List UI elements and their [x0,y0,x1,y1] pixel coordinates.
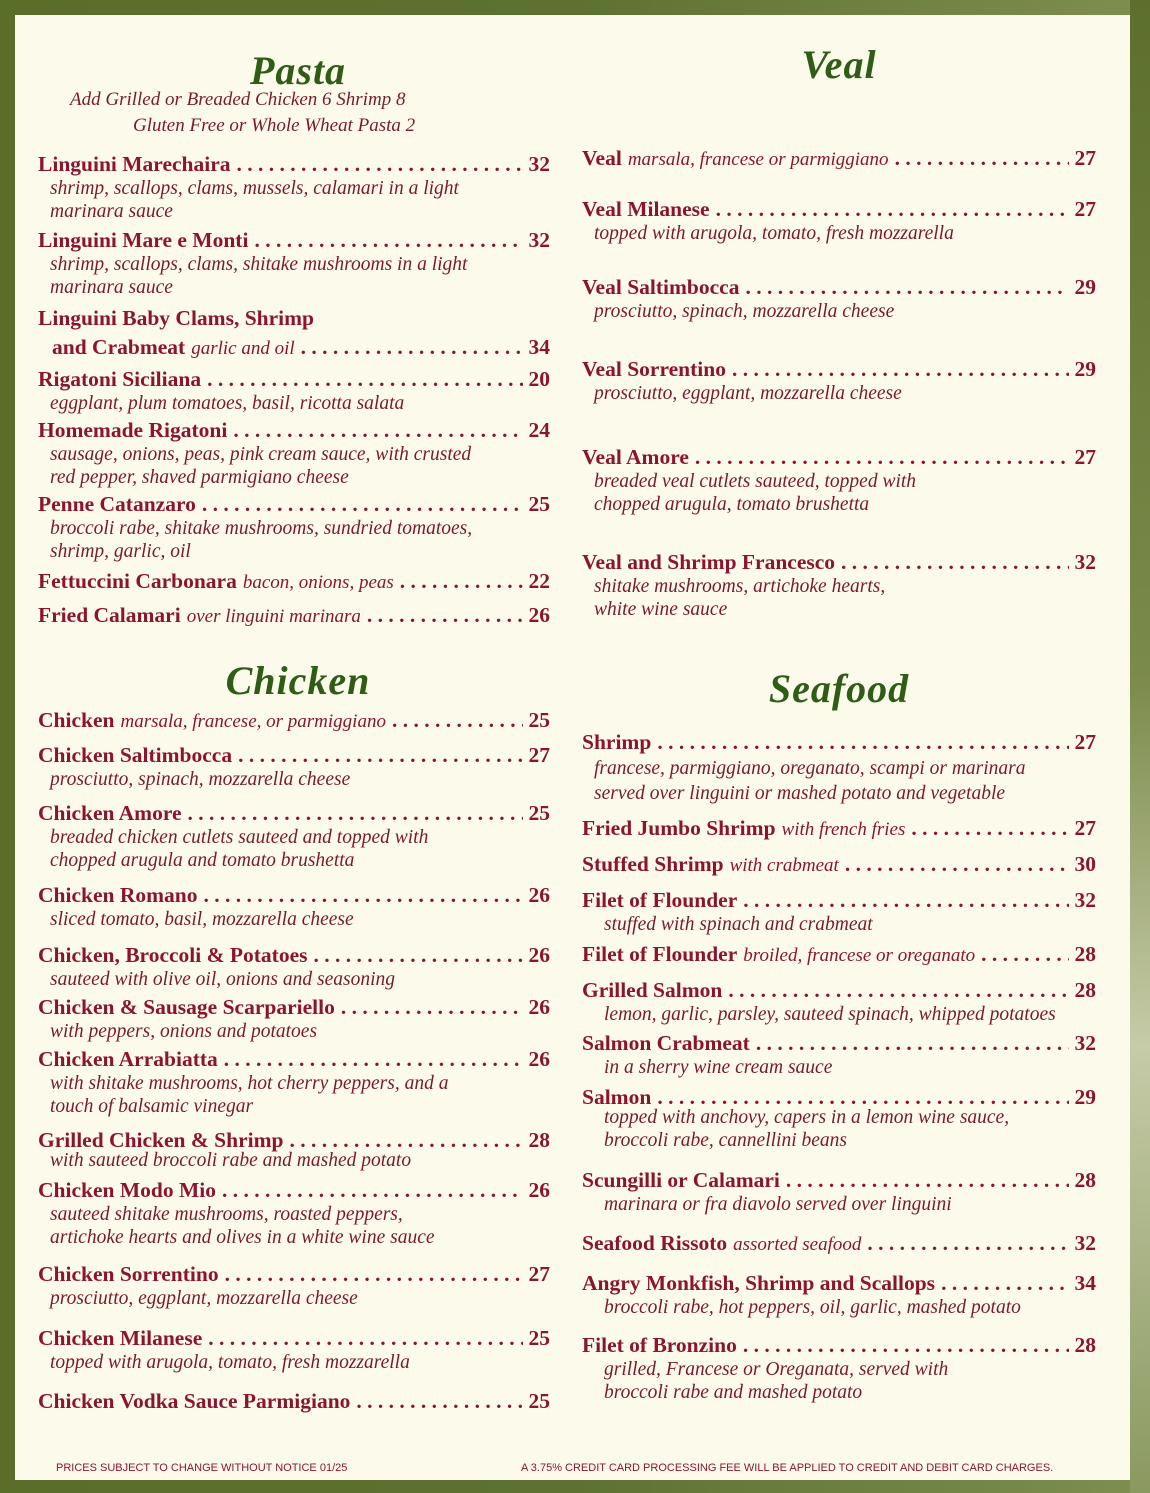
dot-leader [233,418,522,443]
dot-leader [237,152,523,177]
menu-item [38,943,550,991]
item-inline-description: with french fries [781,819,906,840]
item-name-continued: and Crabmeat [52,335,186,359]
item-name: Veal Milanese [582,197,710,221]
dot-leader [845,852,1069,877]
dot-leader [202,492,523,517]
item-description: francese, parmiggiano, oreganato, scampi or marinara [594,758,1026,779]
item-price: 25 [528,801,550,825]
item-price: 32 [1074,1031,1096,1055]
dot-leader [367,603,523,628]
item-name: Chicken [38,708,115,732]
menu-item [582,1031,1096,1079]
item-price: 26 [528,1178,550,1202]
item-description: with sauteed broccoli rabe and mashed potato [50,1150,412,1171]
item-description: marinara sauce [50,201,173,222]
item-price: 30 [1074,852,1096,876]
item-price: 26 [528,1047,550,1071]
dot-leader [392,708,523,733]
item-name: Filet of Bronzino [582,1333,737,1357]
dot-leader [911,816,1068,841]
item-price: 26 [528,995,550,1019]
menu-item [582,852,1096,877]
dot-leader [895,146,1069,171]
menu-item [582,816,1096,841]
dot-leader [981,942,1068,967]
item-name: Chicken Sorrentino [38,1262,219,1286]
item-name: Veal Saltimbocca [582,275,740,299]
item-description: artichoke hearts and olives in a white wine sauce [50,1227,435,1248]
item-name: Chicken Romano [38,883,198,907]
menu-item [38,306,550,360]
item-name: Veal Sorrentino [582,357,726,381]
dot-leader [728,978,1068,1003]
dot-leader [314,943,523,968]
dot-leader [222,1178,523,1203]
item-price: 26 [528,603,550,627]
item-name: Stuffed Shrimp [582,852,724,876]
pasta-addon-line: Add Grilled or Breaded Chicken 6 Shrimp 8 [70,89,406,110]
seafood-title: Seafood [768,666,910,711]
item-name: Linguini Mare e Monti [38,228,249,252]
item-name: Fettuccini Carbonara [38,569,237,593]
item-description: chopped arugula, tomato brushetta [594,494,870,515]
item-inline-description: garlic and oil [191,338,295,359]
dot-leader [786,1168,1069,1193]
item-name: Fried Calamari [38,603,181,627]
item-description: shrimp, scallops, clams, shitake mushrooms in a light [50,254,468,275]
item-description: sauteed shitake mushrooms, roasted peppers, [50,1204,403,1225]
menu-item [582,1271,1096,1319]
menu-item [38,883,550,931]
menu-item [582,978,1096,1026]
item-description: prosciutto, spinach, mozzarella cheese [50,769,351,790]
item-description: topped with arugola, tomato, fresh mozzarella [594,223,954,244]
item-description: shrimp, scallops, clams, mussels, calamari in a light [50,178,459,199]
menu-item [38,367,550,415]
item-name: Veal Amore [582,445,689,469]
dot-leader [695,445,1069,470]
item-description: marinara or fra diavolo served over linguini [604,1194,952,1215]
menu-item [38,1047,550,1118]
menu-item [38,1178,550,1249]
dot-leader [743,888,1068,913]
item-price: 32 [528,152,550,176]
item-name: Scungilli or Calamari [582,1168,780,1192]
pasta-gluten-free-line: Gluten Free or Whole Wheat Pasta 2 [133,115,416,136]
item-description: served over linguini or mashed potato and vegetable [594,783,1006,804]
veal-title: Veal [801,42,877,87]
pasta-title: Pasta [249,48,347,93]
item-name: Linguini Marechaira [38,152,231,176]
menu-item [582,1333,1096,1404]
dot-leader [301,335,523,360]
menu-item [38,228,550,299]
item-description: topped with arugola, tomato, fresh mozzarella [50,1352,410,1373]
item-price: 28 [1074,1333,1096,1357]
item-price: 22 [528,569,550,593]
item-price: 29 [1074,1085,1096,1109]
item-price: 32 [1074,888,1096,912]
item-inline-description: over linguini marinara [186,606,361,627]
dot-leader [188,801,523,826]
menu-item [38,1262,550,1310]
item-description: grilled, Francese or Oreganata, served with [604,1359,949,1380]
item-name: Filet of Flounder [582,888,738,912]
menu-item [38,708,550,733]
menu-item [38,569,550,594]
item-inline-description: bacon, onions, peas [242,572,394,593]
item-name: Shrimp [582,730,652,754]
item-price: 25 [528,1326,550,1350]
menu-item [38,995,550,1043]
item-description: sliced tomato, basil, mozzarella cheese [50,909,354,930]
dot-leader [341,995,523,1020]
dot-leader [745,275,1068,300]
menu-item [38,1389,550,1414]
item-name: Chicken Saltimbocca [38,743,233,767]
item-description: red pepper, shaved parmigiano cheese [50,467,349,488]
dot-leader [225,1262,523,1287]
item-price: 29 [1074,275,1096,299]
item-price: 24 [528,418,550,442]
item-price: 32 [1074,1231,1096,1255]
dot-leader [207,367,522,392]
dot-leader [356,1389,522,1414]
item-description: lemon, garlic, parsley, sauteed spinach, whipped potatoes [604,1004,1056,1025]
dot-leader [941,1271,1068,1296]
item-description: marinara sauce [50,277,173,298]
menu-item [582,730,1096,805]
menu-item [582,445,1096,516]
dot-leader [867,1231,1068,1256]
item-price: 27 [1074,445,1096,469]
item-name: Filet of Flounder [582,942,738,966]
chicken-title: Chicken [225,658,371,703]
page-edge-shadow [1130,0,1150,1493]
item-price: 28 [1074,978,1096,1002]
item-price: 26 [528,943,550,967]
menu-item [582,197,1096,245]
item-description: breaded chicken cutlets sauteed and topped with [50,827,429,848]
dot-leader [238,743,522,768]
menu-item [38,1128,550,1172]
item-name: Veal and Shrimp Francesco [582,550,836,574]
item-price: 29 [1074,357,1096,381]
menu-item [38,418,550,489]
item-name: Penne Catanzaro [38,492,196,516]
item-price: 27 [528,1262,550,1286]
item-price: 32 [1074,550,1096,574]
item-name: Chicken & Sausage Scarpariello [38,995,335,1019]
item-inline-description: broiled, francese or oreganato [743,945,976,966]
item-description: prosciutto, eggplant, mozzarella cheese [594,383,902,404]
item-name: Fried Jumbo Shrimp [582,816,776,840]
item-description: broccoli rabe, shitake mushrooms, sundried tomatoes, [50,518,473,539]
item-description: touch of balsamic vinegar [50,1096,254,1117]
menu-item [582,888,1096,936]
menu-item [582,942,1096,967]
item-name: Angry Monkfish, Shrimp and Scallops [582,1271,936,1295]
dot-leader [254,228,522,253]
item-name: Linguini Baby Clams, Shrimp [38,306,315,330]
item-inline-description: with crabmeat [729,855,839,876]
menu-item [582,1231,1096,1256]
item-name: Homemade Rigatoni [38,418,228,442]
item-price: 28 [528,1128,550,1152]
dot-leader [203,883,522,908]
dot-leader [657,730,1068,755]
item-description: prosciutto, spinach, mozzarella cheese [594,301,895,322]
item-name: Chicken, Broccoli & Potatoes [38,943,308,967]
menu-item [582,1168,1096,1216]
item-price: 28 [1074,1168,1096,1192]
dot-leader [400,569,523,594]
item-description: with shitake mushrooms, hot cherry peppers, and a [50,1073,449,1094]
menu-item [38,1326,550,1374]
menu-item [38,743,550,791]
dot-leader [208,1326,522,1351]
dot-leader [743,1333,1069,1358]
menu-item [38,603,550,628]
item-price: 25 [528,1389,550,1413]
item-name: Grilled Chicken & Shrimp [38,1128,284,1152]
item-description: sausage, onions, peas, pink cream sauce, with crusted [50,444,472,465]
item-name: Chicken Milanese [38,1326,203,1350]
menu-item [38,152,550,223]
item-price: 25 [528,708,550,732]
item-price: 28 [1074,942,1096,966]
item-price: 20 [528,367,550,391]
item-name: Rigatoni Siciliana [38,367,202,391]
item-price: 27 [1074,730,1096,754]
dot-leader [224,1047,523,1072]
item-description: chopped arugula and tomato brushetta [50,850,355,871]
item-name: Chicken Amore [38,801,182,825]
item-description: shitake mushrooms, artichoke hearts, [594,576,886,597]
item-description: in a sherry wine cream sauce [604,1057,833,1078]
item-inline-description: marsala, francese or parmiggiano [627,149,889,170]
item-price: 27 [1074,197,1096,221]
menu-item [582,1085,1096,1152]
dot-leader [716,197,1069,222]
item-name: Chicken Vodka Sauce Parmigiano [38,1389,351,1413]
item-description: broccoli rabe, hot peppers, oil, garlic, mashed potato [604,1297,1021,1318]
item-description: topped with anchovy, capers in a lemon wine sauce, [604,1107,1010,1128]
item-name: Salmon [582,1085,652,1109]
item-price: 25 [528,492,550,516]
item-price: 27 [528,743,550,767]
item-description: with peppers, onions and potatoes [50,1021,318,1042]
item-description: stuffed with spinach and crabmeat [604,914,873,935]
item-price: 27 [1074,816,1096,840]
item-price: 34 [1074,1271,1096,1295]
menu-item [38,492,550,563]
dot-leader [732,357,1069,382]
item-description: sauteed with olive oil, onions and seasoning [50,969,396,990]
item-name: Chicken Arrabiatta [38,1047,218,1071]
dot-leader [841,550,1068,575]
menu-page [15,15,1130,1480]
item-name: Grilled Salmon [582,978,723,1002]
item-price: 27 [1074,146,1096,170]
menu-item [582,550,1096,621]
item-price: 32 [528,228,550,252]
item-description: broccoli rabe and mashed potato [604,1382,863,1403]
item-name: Salmon Crabmeat [582,1031,750,1055]
dot-leader [756,1031,1069,1056]
footer-price-notice: PRICES SUBJECT TO CHANGE WITHOUT NOTICE 01/25 [56,1462,348,1474]
menu-item [582,275,1096,323]
item-description: eggplant, plum tomatoes, basil, ricotta salata [50,393,405,414]
item-price: 26 [528,883,550,907]
item-name: Seafood Rissoto [582,1231,728,1255]
item-description: white wine sauce [594,599,728,620]
item-price: 34 [528,335,550,359]
item-description: breaded veal cutlets sauteed, topped with [594,471,917,492]
item-inline-description: assorted seafood [733,1234,862,1255]
item-name: Chicken Modo Mio [38,1178,216,1202]
item-inline-description: marsala, francese, or parmiggiano [120,711,386,732]
menu-item [582,146,1096,171]
item-description: prosciutto, eggplant, mozzarella cheese [50,1288,358,1309]
footer-credit-card-notice: A 3.75% CREDIT CARD PROCESSING FEE WILL BE APPLIED TO CREDIT AND DEBIT CARD CHARGES. [521,1462,1054,1474]
item-name: Veal [582,146,622,170]
item-description: shrimp, garlic, oil [50,541,191,562]
item-description: broccoli rabe, cannellini beans [604,1130,847,1151]
menu-item [38,801,550,872]
menu-item [582,357,1096,405]
